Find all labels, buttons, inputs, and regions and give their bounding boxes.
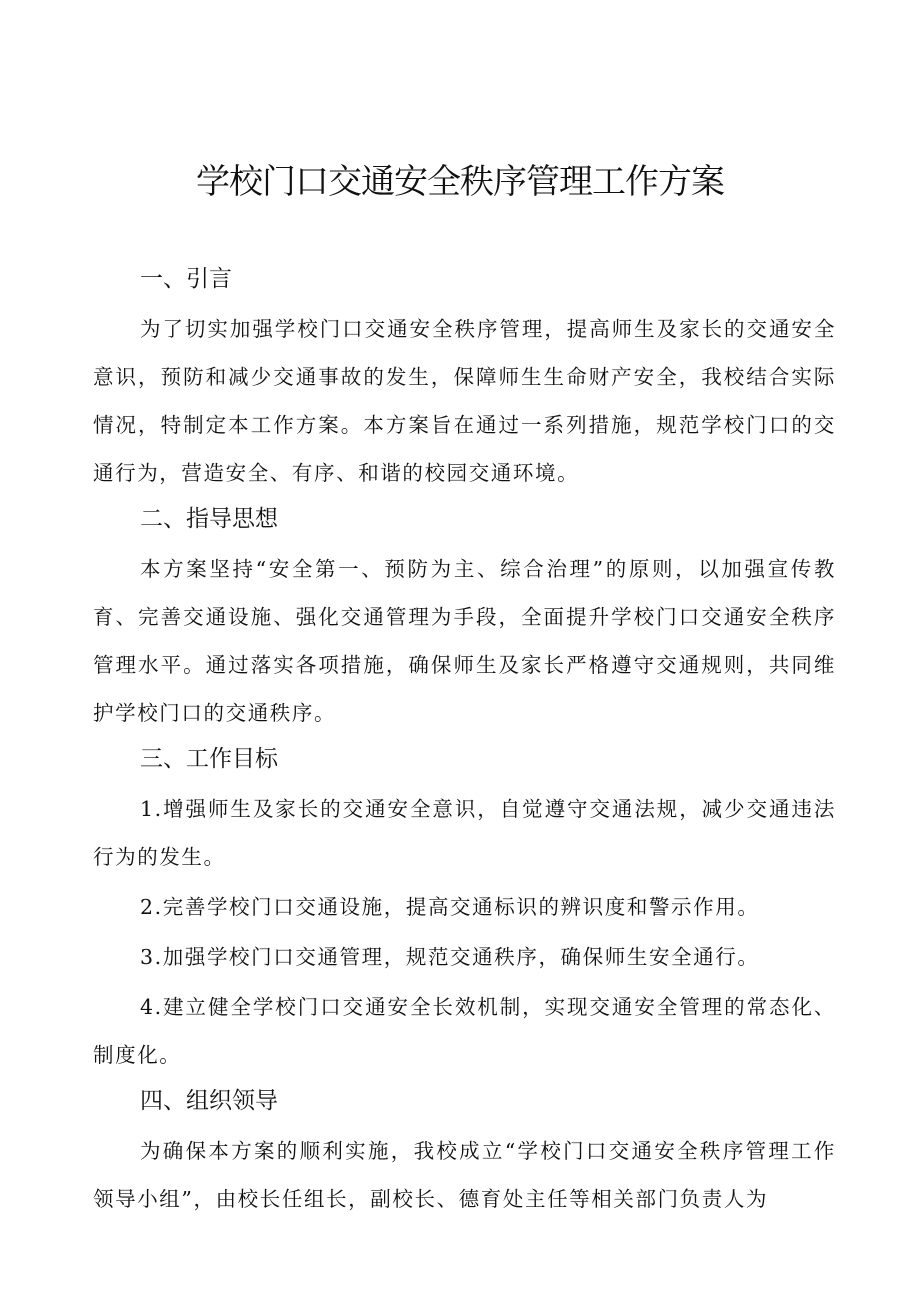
section-paragraph: 为确保本方案的顺利实施，我校成立“学校门口交通安全秩序管理工作领导小组”，由校长任组长，副校长、德育处主任等相关部门负责人为 xyxy=(93,1139,836,1211)
section-paragraph: 为了切实加强学校门口交通安全秩序管理，提高师生及家长的交通安全意识，预防和减少交通事故的发生，保障师生生命财产安全，我校结合实际情况，特制定本工作方案。本方案旨在通过一系列措施，规范学校门口的交通行为，营造安全、有序、和谐的校园交通环境。 xyxy=(93,317,836,485)
section-guiding-ideology xyxy=(93,499,836,737)
document-body xyxy=(93,259,836,1225)
section-organization-leadership xyxy=(93,1081,836,1223)
section-paragraph: 本方案坚持“安全第一、预防为主、综合治理”的原则，以加强宣传教育、完善交通设施、强化交通管理为手段，全面提升学校门口交通安全秩序管理水平。通过落实各项措施，确保师生及家长严格遵守交通规则，共同维护学校门口的交通秩序。 xyxy=(93,557,836,725)
section-heading: 二、指导思想 xyxy=(140,506,278,532)
goal-item: 4.建立健全学校门口交通安全长效机制，实现交通安全管理的常态化、制度化。 xyxy=(93,995,836,1067)
goal-item: 3.加强学校门口交通管理，规范交通秩序，确保师生安全通行。 xyxy=(140,945,760,969)
section-introduction xyxy=(93,259,836,497)
section-heading: 三、工作目标 xyxy=(140,746,278,772)
goal-item: 1.增强师生及家长的交通安全意识，自觉遵守交通法规，减少交通违法行为的发生。 xyxy=(93,797,836,869)
goal-item: 2.完善学校门口交通设施，提高交通标识的辨识度和警示作用。 xyxy=(140,895,760,919)
section-heading: 一、引言 xyxy=(140,266,232,292)
section-work-goals xyxy=(93,739,836,1079)
document-title: 学校门口交通安全秩序管理工作方案 xyxy=(196,162,724,202)
section-heading: 四、组织领导 xyxy=(140,1088,278,1114)
